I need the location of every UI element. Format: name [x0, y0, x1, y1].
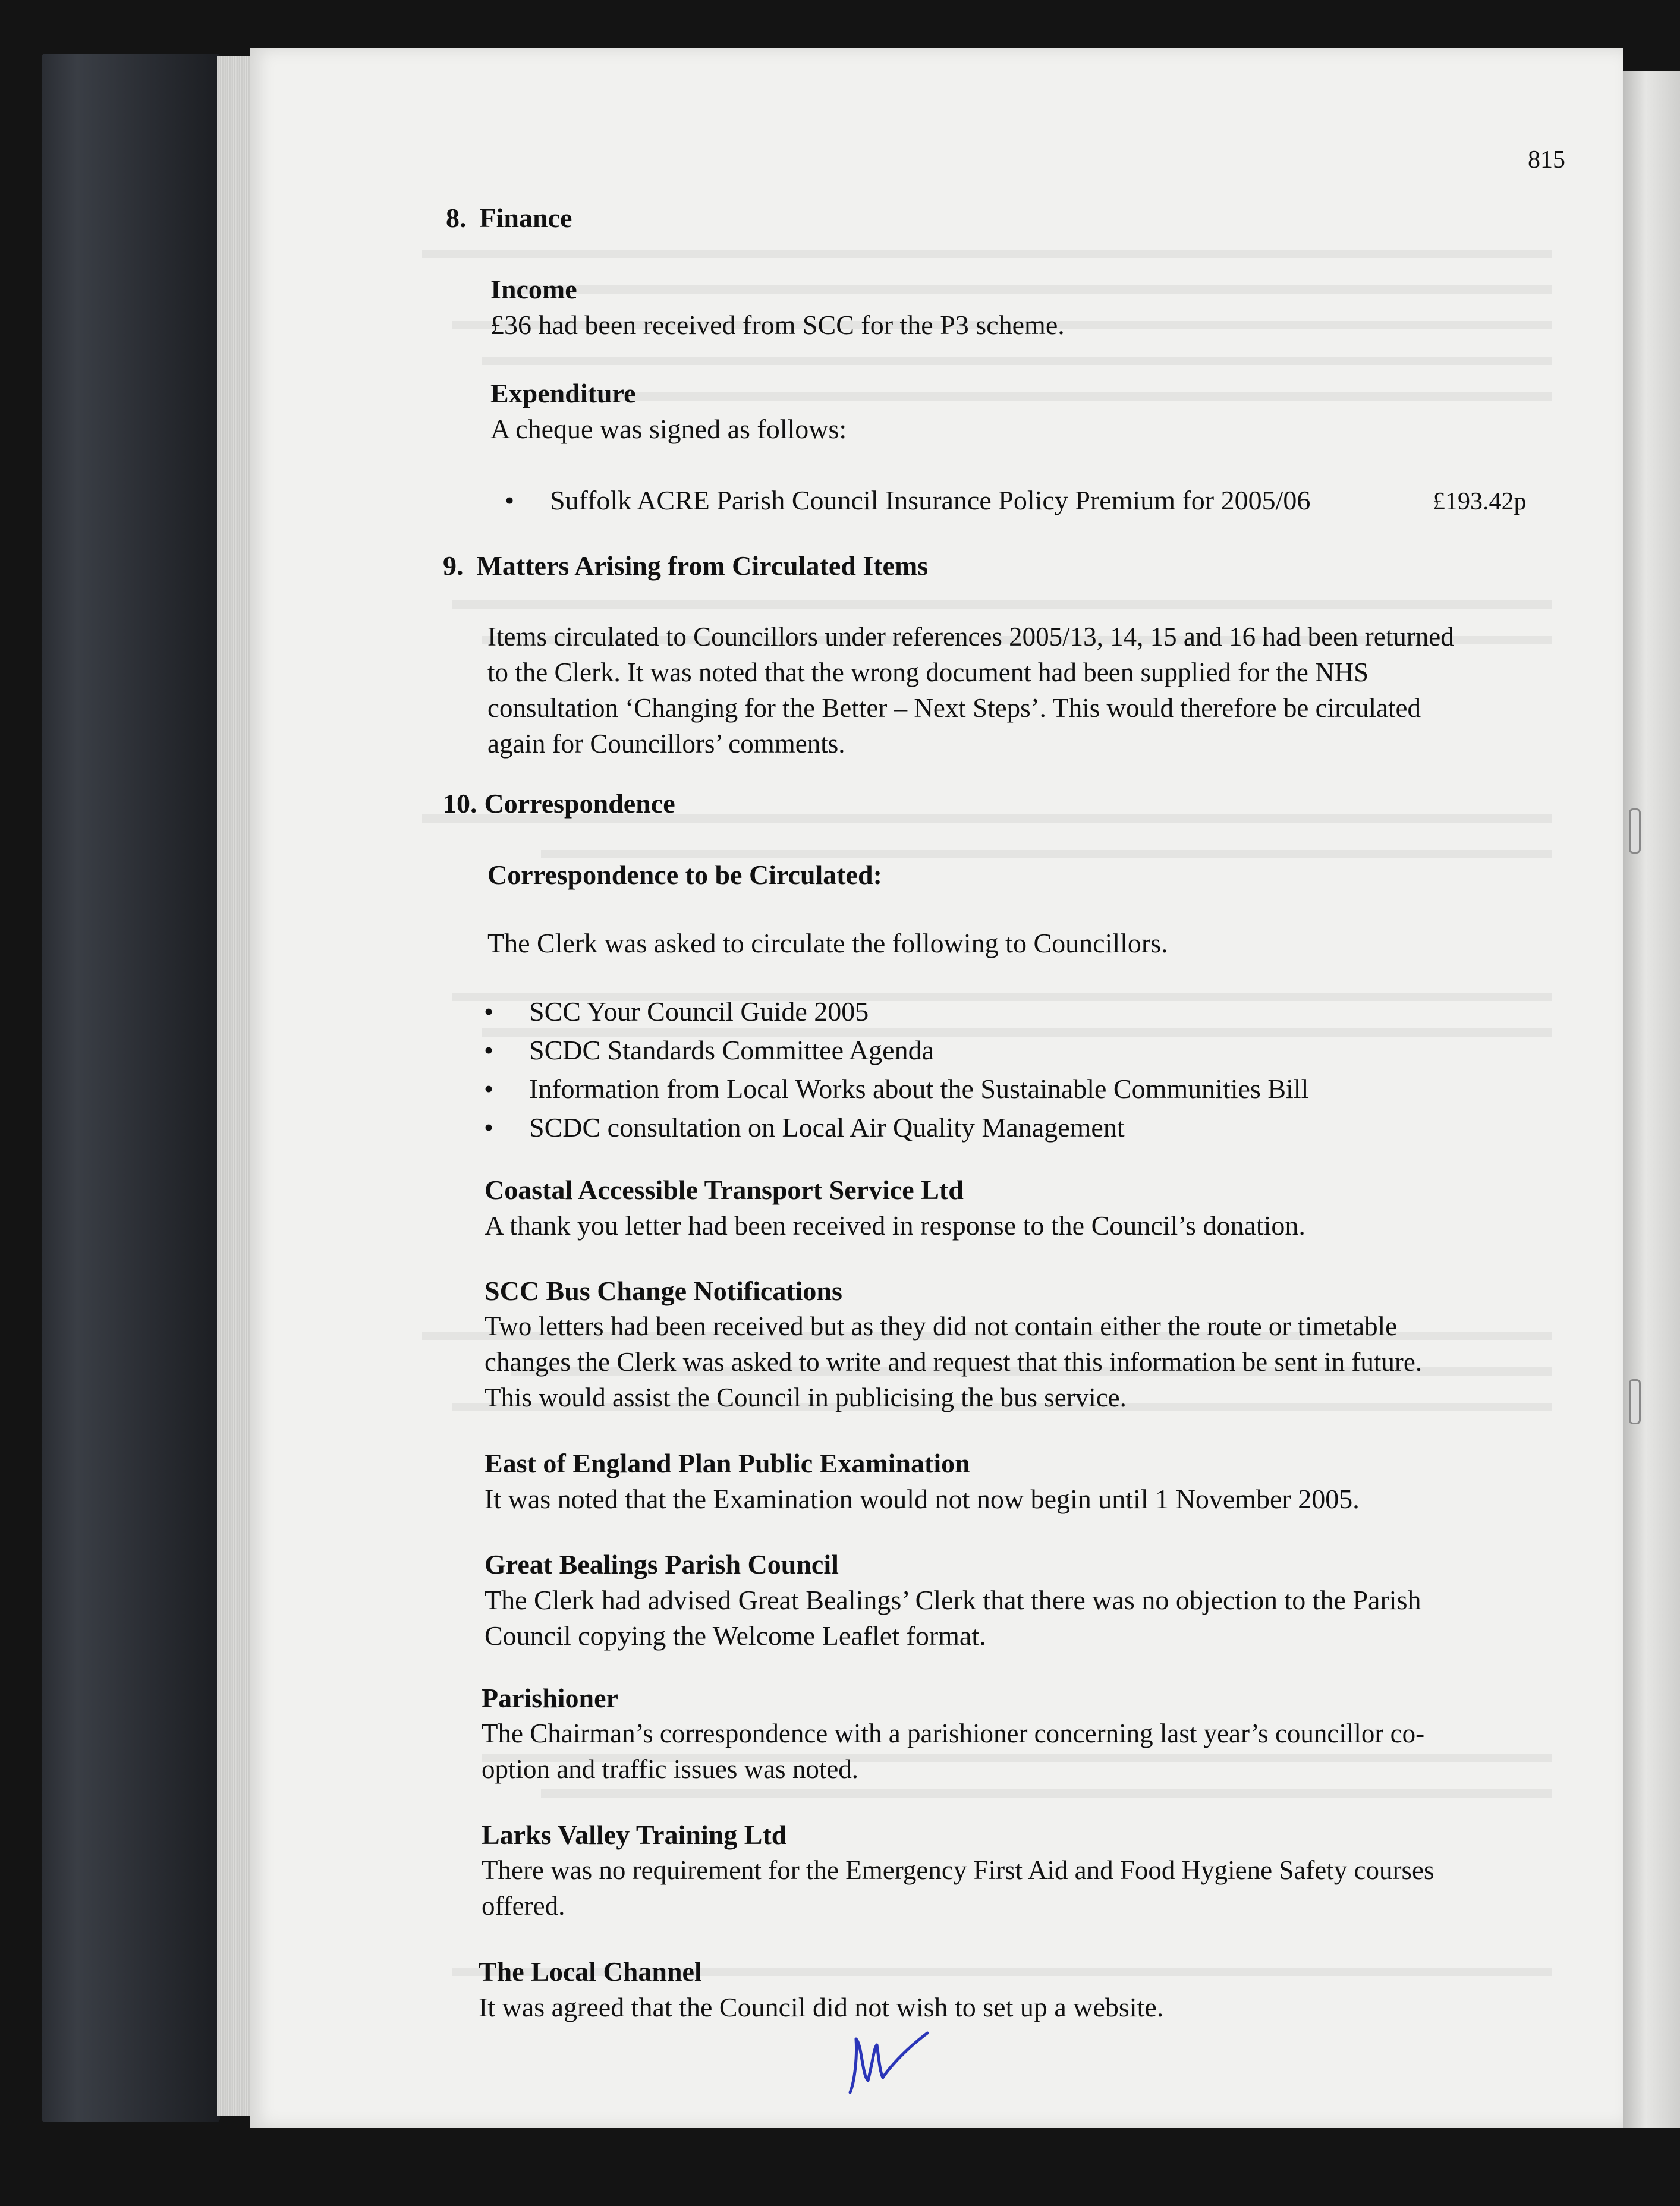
circulated-item: • SCDC Standards Committee Agenda: [529, 1034, 934, 1066]
entry-line: The Clerk had advised Great Bealings’ Clerk that there was no objection to the Parish: [485, 1585, 1421, 1615]
entry-line: This would assist the Council in publicising the bus service.: [485, 1383, 1127, 1412]
page-edges: [217, 56, 253, 2116]
section-9-heading: Matters Arising from Circulated Items: [476, 550, 929, 581]
entry-line: A thank you letter had been received in response to the Council’s donation.: [485, 1210, 1305, 1241]
section-8-title: [446, 202, 572, 234]
circulated-intro: The Clerk was asked to circulate the following to Councillors.: [487, 928, 1168, 958]
circulated-heading: Correspondence to be Circulated:: [487, 860, 882, 890]
document-page: [250, 48, 1623, 2128]
entry-heading: Larks Valley Training Ltd: [482, 1820, 787, 1850]
entry-line: The Chairman’s correspondence with a parishioner concerning last year’s councillor co-: [482, 1719, 1425, 1748]
section-9-title: [443, 550, 928, 581]
entry-line: It was agreed that the Council did not wish to set up a website.: [479, 1992, 1164, 2022]
entry-line: It was noted that the Examination would not now begin until 1 November 2005.: [485, 1484, 1360, 1514]
page-number: 815: [1528, 146, 1565, 174]
entry-heading: The Local Channel: [479, 1956, 702, 1987]
signature-initials: [844, 2021, 939, 2098]
expenditure-amount: £193.42p: [1433, 488, 1527, 515]
entry-heading: East of England Plan Public Examination: [485, 1448, 970, 1478]
circulated-item: • SCDC consultation on Local Air Quality Management: [529, 1112, 1125, 1143]
entry-heading: SCC Bus Change Notifications: [485, 1276, 842, 1306]
entry-line: Council copying the Welcome Leaflet format.: [485, 1620, 986, 1651]
entry-heading: Parishioner: [482, 1683, 618, 1713]
entry-line: option and traffic issues was noted.: [482, 1754, 859, 1784]
expenditure-item: • Suffolk ACRE Parish Council Insurance Policy Premium for 2005/06: [550, 484, 1310, 516]
page-tab: [1629, 808, 1641, 854]
entry-line: offered.: [482, 1891, 565, 1921]
entry-heading: Great Bealings Parish Council: [485, 1549, 839, 1579]
income-text: £36 had been received from SCC for the P3 scheme.: [490, 310, 1065, 340]
circulated-item: • Information from Local Works about the Sustainable Communities Bill: [529, 1073, 1308, 1104]
entry-line: changes the Clerk was asked to write and request that this information be sent in future.: [485, 1347, 1423, 1377]
section-9-line: consultation ‘Changing for the Better – Next Steps’. This would therefore be circulated: [487, 693, 1421, 723]
entry-line: There was no requirement for the Emergency First Aid and Food Hygiene Safety courses: [482, 1855, 1434, 1885]
section-10-heading: Correspondence: [484, 788, 675, 819]
circulated-item: • SCC Your Council Guide 2005: [529, 996, 869, 1027]
expenditure-heading: Expenditure: [490, 378, 636, 408]
section-10-title: [443, 788, 675, 819]
expenditure-intro: A cheque was signed as follows:: [490, 414, 847, 444]
section-9-line: Items circulated to Councillors under references 2005/13, 14, 15 and 16 had been returned: [487, 622, 1454, 652]
page-tab: [1629, 1379, 1641, 1424]
entry-line: Two letters had been received but as they did not contain either the route or timetable: [485, 1311, 1398, 1341]
income-heading: Income: [490, 274, 577, 304]
book-binding: [42, 54, 220, 2122]
entry-heading: Coastal Accessible Transport Service Ltd: [485, 1175, 964, 1205]
section-10-number: 10.: [443, 788, 477, 819]
section-8-heading: Finance: [479, 203, 572, 233]
section-8-number: 8.: [446, 203, 467, 233]
section-9-line: to the Clerk. It was noted that the wrong document had been supplied for the NHS: [487, 657, 1369, 687]
section-9-number: 9.: [443, 550, 464, 581]
next-page-edge: [1623, 71, 1680, 2128]
section-9-line: again for Councillors’ comments.: [487, 729, 845, 759]
